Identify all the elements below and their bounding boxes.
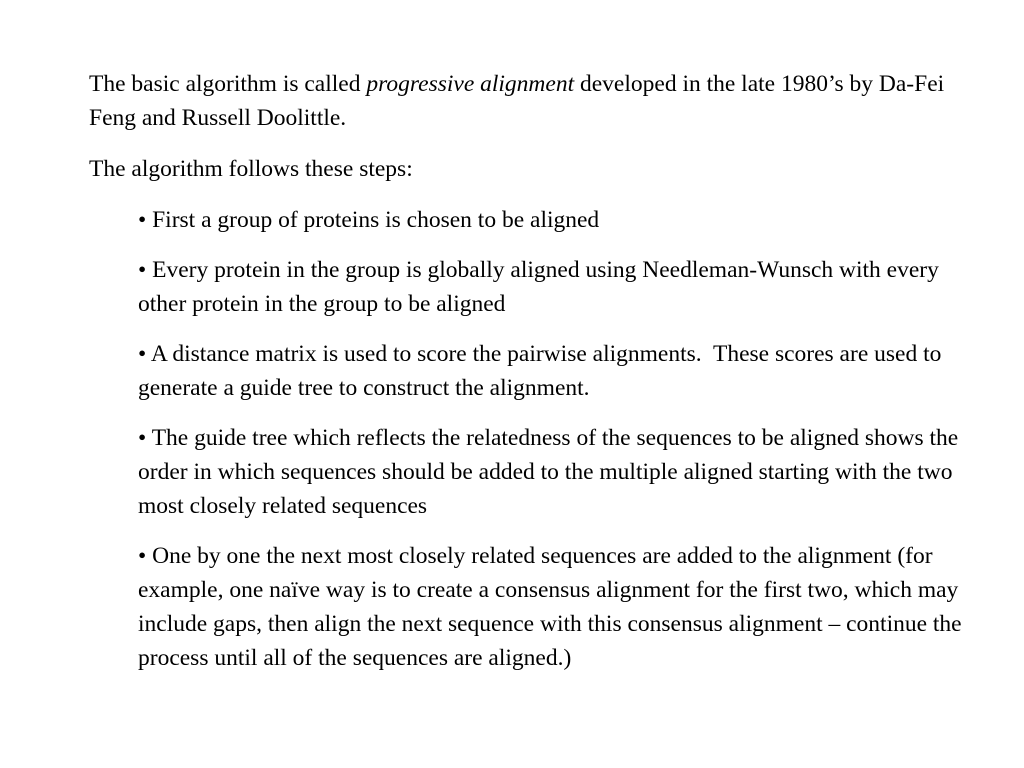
step-text-1: First a group of proteins is chosen to be aligned: [152, 207, 600, 233]
step-text-5: One by one the next most closely related sequences are added to the alignment (for example, one naïve way is to create a consensus alignment for the first two, which may include gaps, then align the next sequence with this consensus alignment – continue the process until all of the sequences are aligned.): [138, 543, 962, 671]
bullet-icon: •: [138, 341, 147, 367]
steps-list: [89, 203, 969, 675]
intro-emphasis-term: progressive alignment: [366, 71, 575, 97]
step-item-5: [138, 539, 969, 675]
step-item-1: [138, 203, 969, 237]
bullet-icon: •: [138, 543, 147, 569]
intro-text-start: The basic algorithm is called: [89, 71, 367, 97]
steps-heading: The algorithm follows these steps:: [89, 156, 413, 182]
step-text-2: Every protein in the group is globally aligned using Needleman-Wunsch with every other protein in the group to be aligned: [138, 257, 939, 317]
bullet-icon: •: [138, 257, 147, 283]
intro-text-end: developed in the late 1980’s by Da-Fei Feng and Russell Doolittle.: [89, 71, 945, 131]
intro-paragraph: [89, 67, 949, 135]
step-item-2: [138, 253, 969, 321]
bullet-icon: •: [138, 425, 147, 451]
step-text-3: A distance matrix is used to score the pairwise alignments. These scores are used to generate a guide tree to construct the alignment.: [138, 341, 948, 401]
bullet-icon: •: [138, 207, 147, 233]
step-item-3: [138, 337, 969, 405]
step-text-4: The guide tree which reflects the relatedness of the sequences to be aligned shows the order in which sequences should be added to the multiple aligned starting with the two most closely related sequences: [138, 425, 959, 519]
step-item-4: [138, 421, 969, 523]
slide-content: [89, 67, 969, 675]
